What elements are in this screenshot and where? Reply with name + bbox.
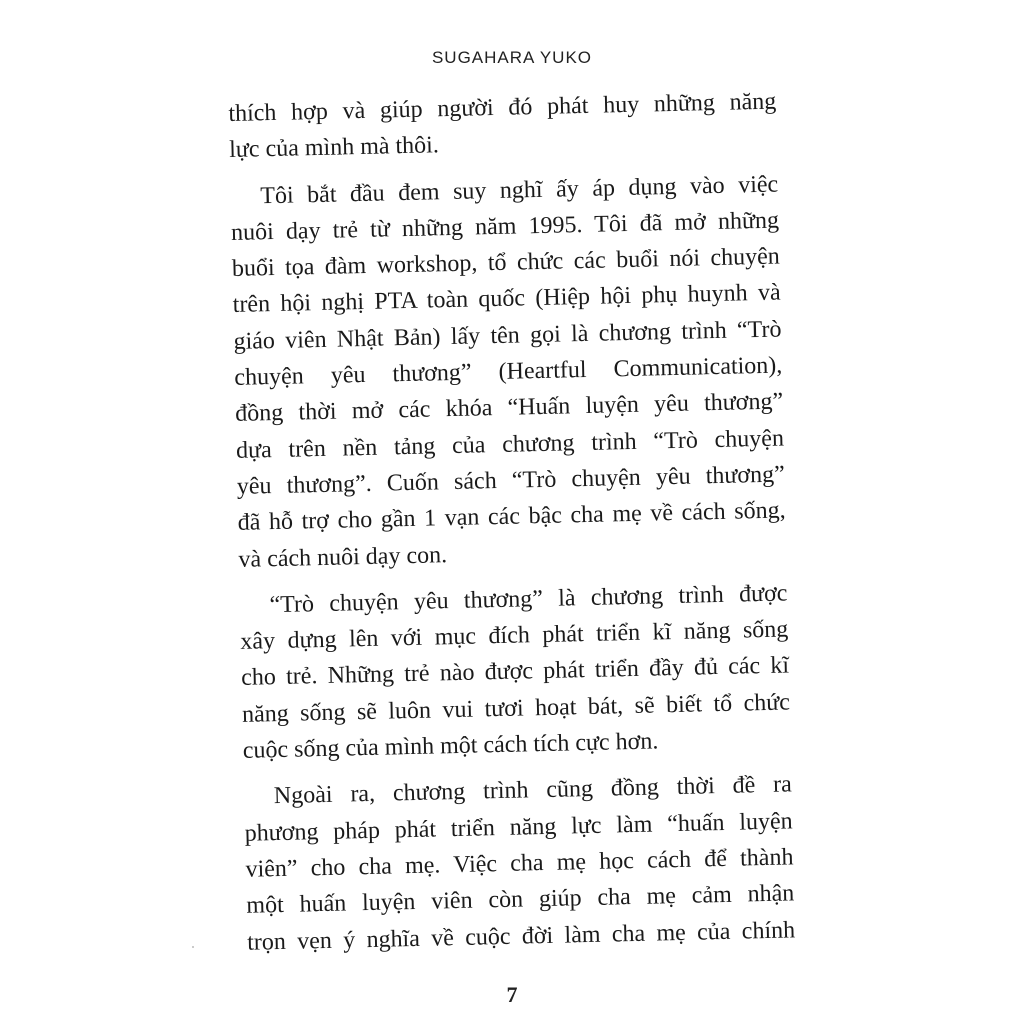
text-line: năng sống sẽ luôn vui tươi hoạt bát, sẽ biết tổ chức (241, 689, 791, 728)
text-line: một huấn luyện viên còn giúp cha mẹ cảm nhận (246, 880, 795, 920)
text-line: trên hội nghị PTA toàn quốc (Hiệp hội phụ huynh và (232, 280, 781, 319)
text-line: thích hợp và giúp người đó phát huy những năng (228, 88, 777, 127)
text-line: lực của mình mà thôi. (228, 132, 440, 164)
text-line: cho trẻ. Những trẻ nào được phát triển đầy đủ các kĩ (240, 652, 790, 692)
running-header-author: SUGAHARA YUKO (431, 48, 593, 67)
text-line: viên” cho cha mẹ. Việc cha mẹ học cách để thành (245, 844, 794, 883)
text-line: giáo viên Nhật Bản) lấy tên gọi là chương trình “Trò (233, 316, 782, 355)
text-line: xây dựng lên với mục đích phát triển kĩ năng sống (240, 616, 789, 656)
paper-speck (192, 946, 194, 948)
text-line: “Trò chuyện yêu thương” là chương trình được (269, 580, 788, 619)
text-line: Ngoài ra, chương trình cũng đồng thời đề ra (273, 771, 793, 810)
text-line: đồng thời mở các khóa “Huấn luyện yêu thương” (234, 388, 784, 428)
text-line: đã hỗ trợ cho gần 1 vạn các bậc cha mẹ về cách sống, (237, 497, 786, 537)
text-line: phương pháp phát triển năng lực làm “huấn luyện (244, 808, 793, 847)
text-line: dựa trên nền tảng của chương trình “Trò chuyện (235, 425, 785, 464)
text-line: buổi tọa đàm workshop, tổ chức các buổi nói chuyện (231, 243, 781, 283)
body-text (228, 84, 795, 961)
text-line: chuyện yêu thương” (Heartful Communication), (234, 352, 783, 392)
text-line: nuôi dạy trẻ từ những năm 1995. Tôi đã mở những (230, 207, 780, 246)
text-line: và cách nuôi dạy con. (238, 541, 448, 573)
text-line: Tôi bắt đầu đem suy nghĩ ấy áp dụng vào việc (259, 171, 779, 209)
text-line: yêu thương”. Cuốn sách “Trò chuyện yêu thương” (236, 461, 786, 500)
text-line: cuộc sống của mình một cách tích cực hơn. (242, 728, 659, 764)
text-line: trọn vẹn ý nghĩa về cuộc đời làm cha mẹ của chính (246, 916, 796, 956)
page-number: 7 (506, 982, 518, 1007)
